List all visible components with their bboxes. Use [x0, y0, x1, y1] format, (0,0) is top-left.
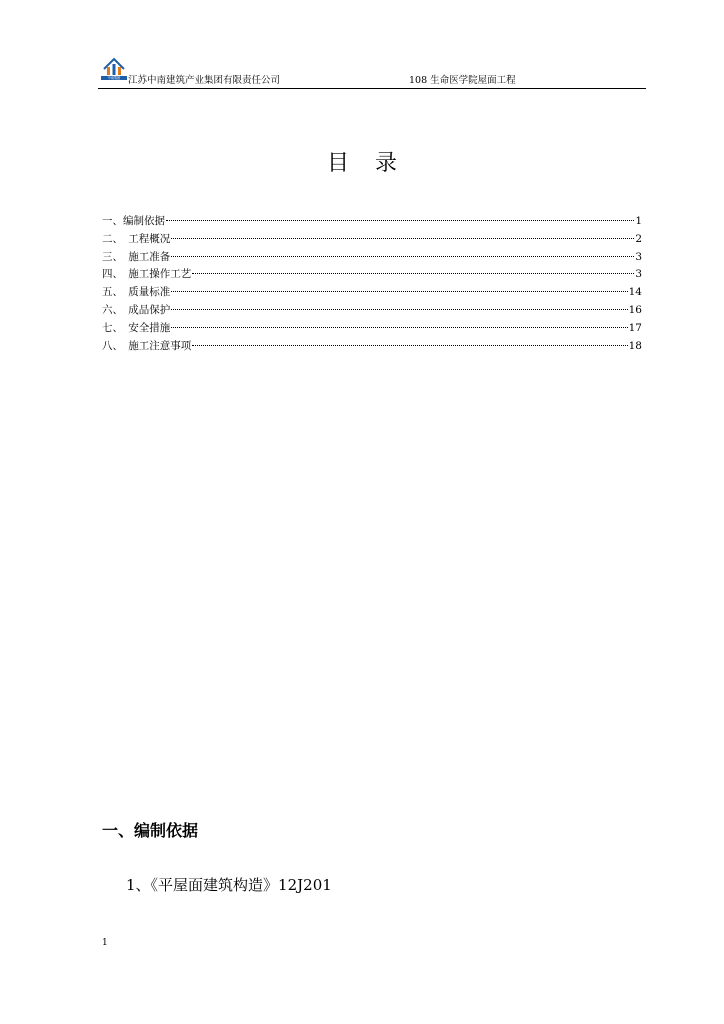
- company-name: 江苏中南建筑产业集团有限责任公司: [128, 75, 281, 86]
- toc-leader: [171, 256, 634, 257]
- toc-entry[interactable]: [102, 231, 642, 249]
- toc-entry[interactable]: [102, 338, 642, 356]
- toc-entry[interactable]: [102, 266, 642, 284]
- toc-entry-label: 一、编制依据: [102, 215, 165, 227]
- toc-leader: [171, 291, 627, 292]
- toc-entry-label: 八、 施工注意事项: [102, 339, 192, 352]
- toc-entry-page: 18: [628, 339, 642, 352]
- toc-entry-page: 3: [635, 250, 642, 263]
- page-number: 1: [102, 938, 108, 948]
- toc-entry-page: 2: [635, 232, 642, 245]
- toc-entry-page: 1: [635, 215, 642, 227]
- toc-entry[interactable]: [102, 284, 642, 302]
- toc-leader: [171, 327, 627, 328]
- toc-entry-page: 16: [628, 303, 642, 316]
- toc-entry-page: 17: [628, 321, 642, 334]
- toc-entry[interactable]: [102, 213, 642, 231]
- toc-entry-page: 14: [628, 286, 642, 299]
- reference-item: 1、《平屋面建筑构造》12J201: [126, 876, 332, 894]
- table-of-contents: [102, 213, 642, 355]
- toc-leader: [171, 309, 627, 310]
- logo-text: 中南集团: [107, 76, 121, 81]
- toc-entry[interactable]: [102, 249, 642, 267]
- toc-leader: [166, 220, 634, 221]
- toc-leader: [192, 273, 634, 274]
- toc-leader: [171, 238, 634, 239]
- logo-mark-icon: [100, 54, 128, 84]
- toc-entry-label: 三、 施工准备: [102, 250, 171, 263]
- company-logo: [100, 54, 128, 84]
- project-name: 108 生命医学院屋面工程: [409, 75, 516, 86]
- toc-entry-label: 二、 工程概况: [102, 232, 171, 245]
- toc-entry-label: 五、 质量标准: [102, 286, 171, 299]
- toc-entry-label: 六、 成品保护: [102, 303, 171, 316]
- document-title: 目录: [326, 151, 423, 176]
- toc-entry[interactable]: [102, 320, 642, 338]
- toc-leader: [192, 345, 627, 346]
- toc-entry-page: 3: [635, 268, 642, 281]
- toc-entry-label: 七、 安全措施: [102, 321, 171, 334]
- toc-entry-label: 四、 施工操作工艺: [102, 268, 192, 281]
- section-heading: 一、编制依据: [102, 821, 199, 840]
- page-header: [98, 54, 646, 89]
- toc-entry[interactable]: [102, 302, 642, 320]
